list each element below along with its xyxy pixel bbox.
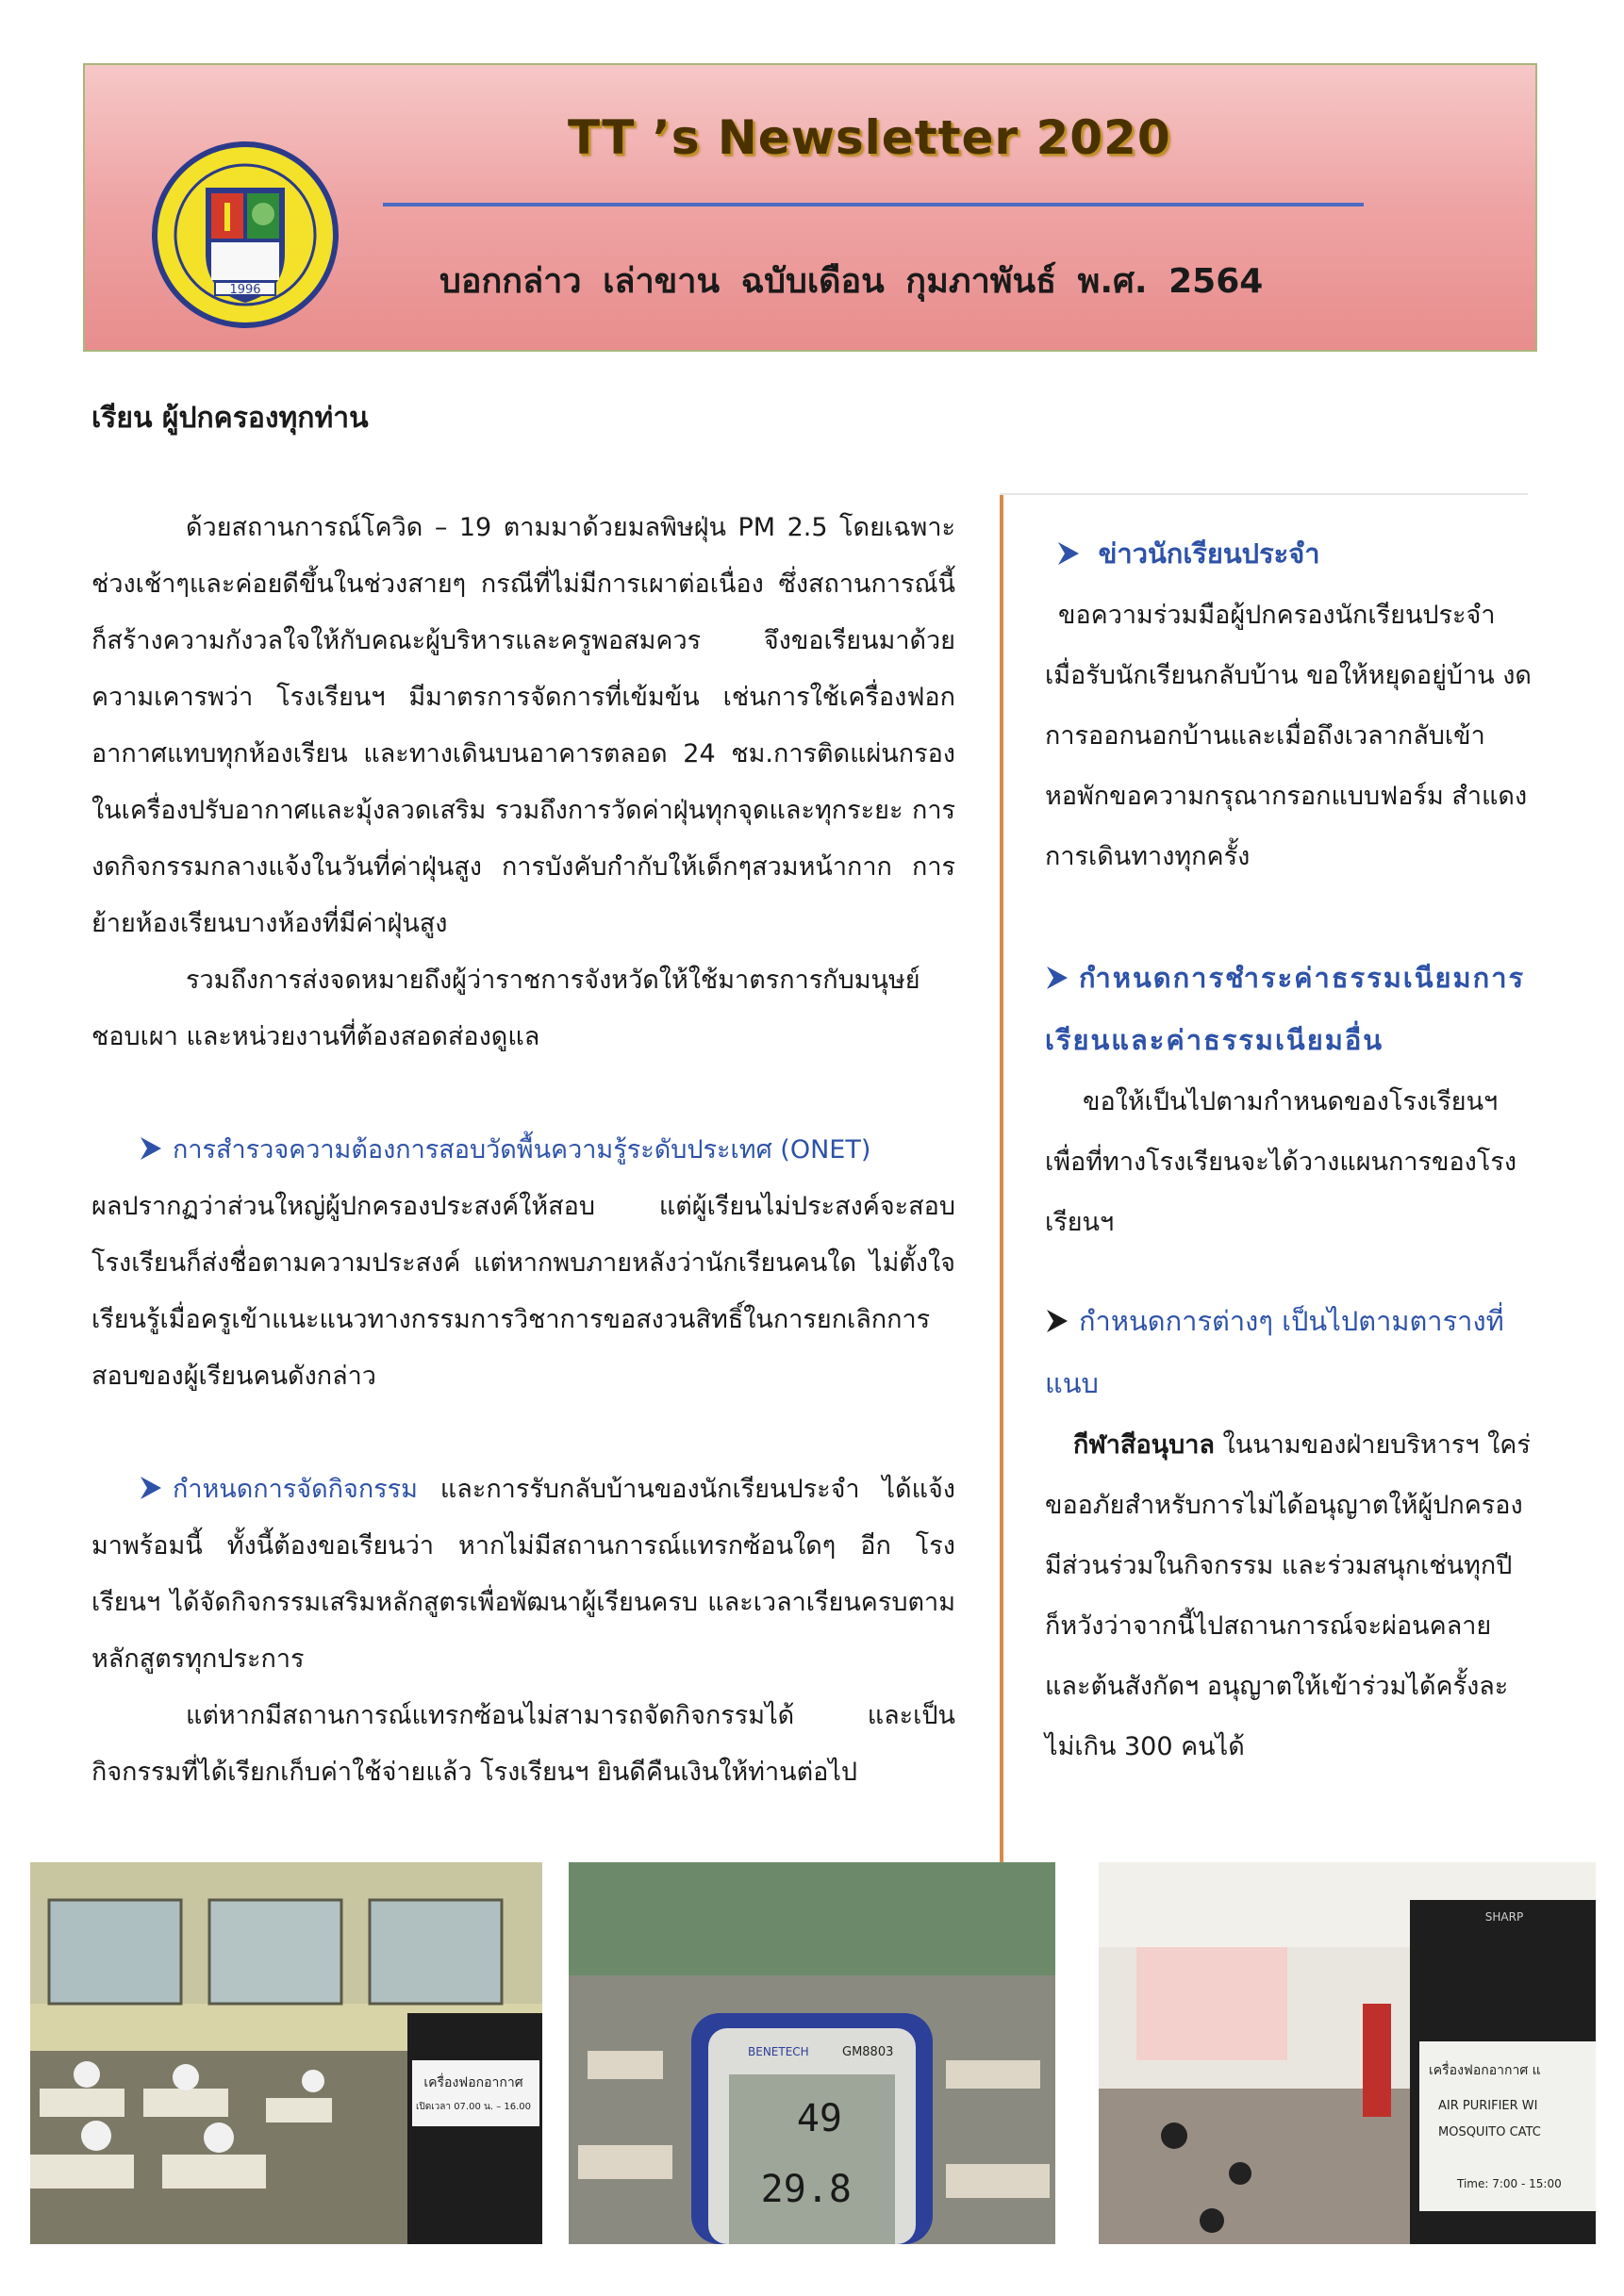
boarding-heading: ข่าวนักเรียนประจำ <box>1098 537 1320 570</box>
newsletter-subtitle: บอกกล่าว เล่าขาน ฉบับเดือน กุมภาพันธ์ พ.ศ. 2564 <box>439 262 1264 301</box>
svg-text:เครื่องฟอกอากาศ: เครื่องฟอกอากาศ <box>423 2075 523 2090</box>
arrow-icon <box>1045 965 1069 991</box>
arrow-icon <box>1045 1308 1069 1334</box>
salutation: เรียน ผู้ปกครองทุกท่าน <box>91 402 369 435</box>
activity-heading: กำหนดการจัดกิจกรรม <box>173 1475 418 1504</box>
column-divider <box>1000 495 1003 1872</box>
arrow-icon <box>139 1475 163 1501</box>
svg-text:1996: 1996 <box>229 283 261 297</box>
svg-text:Time: 7:00 - 15:00: Time: 7:00 - 15:00 <box>1457 2177 1562 2190</box>
onet-body: ผลปรากฏว่าส่วนใหญ่ผู้ปกครองประสงค์ให้สอบ แต่ผู้เรียนไม่ประสงค์จะสอบ โรงเรียนก็ส่งชื่อตามความประสงค์ แต่หากพบภายหลังว่านักเรียนคนใด ไม่ตั้งใจเรียนรู้เมื่อครูเข้าแนะแนวทางกรรมการวิชาการขอสงวนสิทธิ์ในการยกเลิกการสอบของผู้เรียนคนดังกล่าว <box>91 1192 955 1391</box>
title-underline <box>383 203 1364 206</box>
svg-text:SHARP: SHARP <box>1484 1910 1524 1924</box>
left-column <box>91 500 955 1801</box>
right-column-top-rule <box>1000 493 1528 495</box>
svg-text:GM8803: GM8803 <box>842 2045 894 2059</box>
sports-paragraph <box>1045 1415 1535 1777</box>
boarding-heading-line <box>1045 523 1535 586</box>
sports-title: กีฬาสีอนุบาล <box>1073 1430 1215 1460</box>
newsletter-header <box>83 63 1537 352</box>
svg-text:AIR PURIFIER WI: AIR PURIFIER WI <box>1438 2099 1538 2113</box>
boarding-body: ขอความร่วมมือผู้ปกครองนักเรียนประจำเมื่อรับนักเรียนกลับบ้าน ขอให้หยุดอยู่บ้าน งดการออกนอกบ้านและเมื่อถึงเวลากลับเข้าหอพักขอความกรุณากรอกแบบฟอร์ม สำแดงการเดินทางทุกครั้ง <box>1045 601 1532 871</box>
right-column <box>1045 523 1535 1777</box>
svg-text:49: 49 <box>796 2097 842 2140</box>
svg-text:MOSQUITO CATC: MOSQUITO CATC <box>1438 2125 1541 2139</box>
schedule-heading-line <box>1045 1291 1535 1415</box>
refund-paragraph: แต่หากมีสถานการณ์แทรกซ้อนไม่สามารถจัดกิจกรรมได้ และเป็นกิจกรรมที่ได้เรียกเก็บค่าใช้จ่ายแล้ว โรงเรียนฯ ยินดีคืนเงินให้ท่านต่อไป <box>91 1701 955 1787</box>
svg-text:เปิดเวลา 07.00 น. – 16.00: เปิดเวลา 07.00 น. – 16.00 <box>415 2102 532 2112</box>
governor-letter-paragraph: รวมถึงการส่งจดหมายถึงผู้ว่าราชการจังหวัดให้ใช้มาตรการกับมนุษย์ชอบเผา และหน่วยงานที่ต้องสอดส่องดูแล <box>91 966 920 1051</box>
fee-heading-line <box>1045 948 1535 1072</box>
svg-text:29.8: 29.8 <box>760 2168 852 2211</box>
photo-classroom-purifier <box>30 1862 542 2244</box>
activity-body: และการรับกลับบ้านของนักเรียนประจำ ได้แจ้งมาพร้อมนี้ ทั้งนี้ต้องขอเรียนว่า หากไม่มีสถานการณ์แทรกซ้อนใดๆ อีก โรงเรียนฯ ได้จัดกิจกรรมเสริมหลักสูตรเพื่อพัฒนาผู้เรียนครบ และเวลาเรียนครบตามหลักสูตรทุกประการ <box>91 1475 955 1674</box>
svg-text:เครื่องฟอกอากาศ แ: เครื่องฟอกอากาศ แ <box>1429 2063 1541 2078</box>
school-logo <box>151 140 340 329</box>
newsletter-title: TT ’s Newsletter 2020 <box>568 110 1171 165</box>
photo-dust-meter <box>569 1862 1055 2244</box>
onet-heading-line <box>91 1122 955 1179</box>
fee-body: ขอให้เป็นไปตามกำหนดของโรงเรียนฯ เพื่อที่ทางโรงเรียนจะได้วางแผนการของโรงเรียนฯ <box>1045 1087 1517 1237</box>
photo-kindergarten-purifier <box>1099 1862 1596 2244</box>
arrow-icon <box>1056 540 1081 567</box>
covid-paragraph: ด้วยสถานการณ์โควิด – 19 ตามมาด้วยมลพิษฝุ่น PM 2.5 โดยเฉพาะช่วงเช้าๆและค่อยดีขึ้นในช่วงสายๆ กรณีที่ไม่มีการเผาต่อเนื่อง ซึ่งสถานการณ์นี้ ก็สร้างความกังวลใจให้กับคณะผู้บริหารและครูพอสมควร จึงขอเรียนมาด้วยความเคารพว่า โรงเรียนฯ มีมาตรการจัดการที่เข้มข้น เช่นการใช้เครื่องฟอกอากาศแทบทุกห้องเรียน และทางเดินบนอาคารตลอด 24 ชม.การติดแผ่นกรองในเครื่องปรับอากาศและมุ้งลวดเสริม รวมถึงการวัดค่าฝุ่นทุกจุดและทุกระยะ การงดกิจกรรมกลางแจ้งในวันที่ค่าฝุ่นสูง การบังคับกำกับให้เด็กๆสวมหน้ากาก การย้ายห้องเรียนบางห้องที่มีค่าฝุ่นสูง <box>91 513 955 938</box>
fee-heading: กำหนดการชำระค่าธรรมเนียมการเรียนและค่าธรรมเนียมอื่น <box>1045 962 1526 1056</box>
schedule-heading: กำหนดการต่างๆ เป็นไปตามตารางที่แนบ <box>1045 1305 1504 1399</box>
activity-paragraph <box>91 1462 955 1688</box>
svg-text:BENETECH: BENETECH <box>748 2045 809 2058</box>
sports-body: ในนามของฝ่ายบริหารฯ ใคร่ขออภัยสำหรับการไม่ได้อนุญาตให้ผู้ปกครองมีส่วนร่วมในกิจกรรม และร่วมสนุกเช่นทุกปี ก็หวังว่าจากนี้ไปสถานการณ์จะผ่อนคลาย และต้นสังกัดฯ อนุญาตให้เข้าร่วมได้ครั้งละไม่เกิน 300 คนได้ <box>1045 1430 1531 1761</box>
arrow-icon <box>139 1135 163 1162</box>
onet-heading: การสำรวจความต้องการสอบวัดพื้นความรู้ระดับประเทศ (ONET) <box>173 1135 871 1165</box>
